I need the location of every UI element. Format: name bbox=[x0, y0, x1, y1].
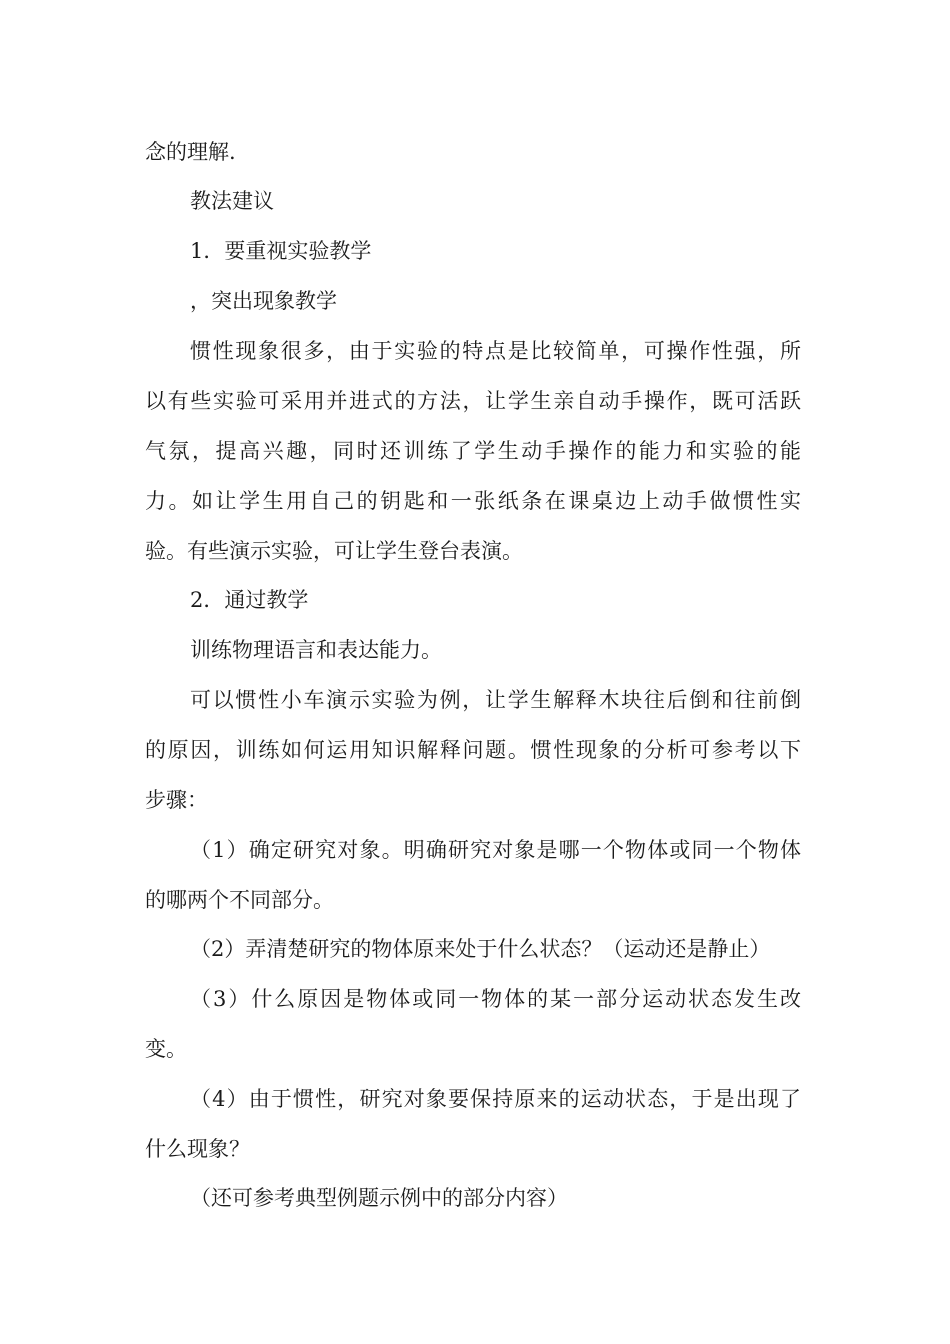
step-2: （2）弄清楚研究的物体原来处于什么状态？（运动还是静止） bbox=[190, 937, 771, 961]
step-1-line-2: 的哪两个不同部分。 bbox=[145, 888, 334, 912]
paragraph-1-line-5: 验。有些演示实验，可让学生登台表演。 bbox=[145, 539, 523, 563]
heading-item-1: 1．要重视实验教学 bbox=[190, 239, 372, 263]
reference-note: （还可参考典型例题示例中的部分内容） bbox=[190, 1186, 568, 1210]
paragraph-1-line-2: 以有些实验可采用并进式的方法，让学生亲自动手操作，既可活跃 bbox=[145, 389, 801, 413]
step-3-line-1: （3）什么原因是物体或同一物体的某一部分运动状态发生改 bbox=[190, 987, 801, 1011]
step-3-line-2: 变。 bbox=[145, 1037, 187, 1061]
paragraph-2-line-2: 的原因，训练如何运用知识解释问题。惯性现象的分析可参考以下 bbox=[145, 738, 801, 762]
heading-item-2-continued: 训练物理语言和表达能力。 bbox=[190, 638, 442, 662]
step-4-line-1: （4）由于惯性，研究对象要保持原来的运动状态，于是出现了 bbox=[190, 1087, 801, 1111]
step-4-line-2: 什么现象？ bbox=[145, 1137, 250, 1161]
heading-item-2: 2．通过教学 bbox=[190, 588, 309, 612]
paragraph-2-line-1: 可以惯性小车演示实验为例，让学生解释木块往后倒和往前倒 bbox=[190, 688, 801, 712]
heading-item-1-continued: ，突出现象教学 bbox=[190, 289, 337, 313]
step-1-line-1: （1）确定研究对象。明确研究对象是哪一个物体或同一个物体 bbox=[190, 838, 801, 862]
paragraph-1-line-3: 气氛，提高兴趣，同时还训练了学生动手操作的能力和实验的能 bbox=[145, 439, 801, 463]
paragraph-1-line-1: 惯性现象很多，由于实验的特点是比较简单，可操作性强，所 bbox=[190, 339, 801, 363]
paragraph-2-line-3: 步骤： bbox=[145, 788, 208, 812]
section-heading-teaching-advice: 教法建议 bbox=[190, 189, 274, 213]
paragraph-1-line-4: 力。如让学生用自己的钥匙和一张纸条在课桌边上动手做惯性实 bbox=[145, 489, 801, 513]
text-line-1: 念的理解. bbox=[145, 140, 236, 164]
